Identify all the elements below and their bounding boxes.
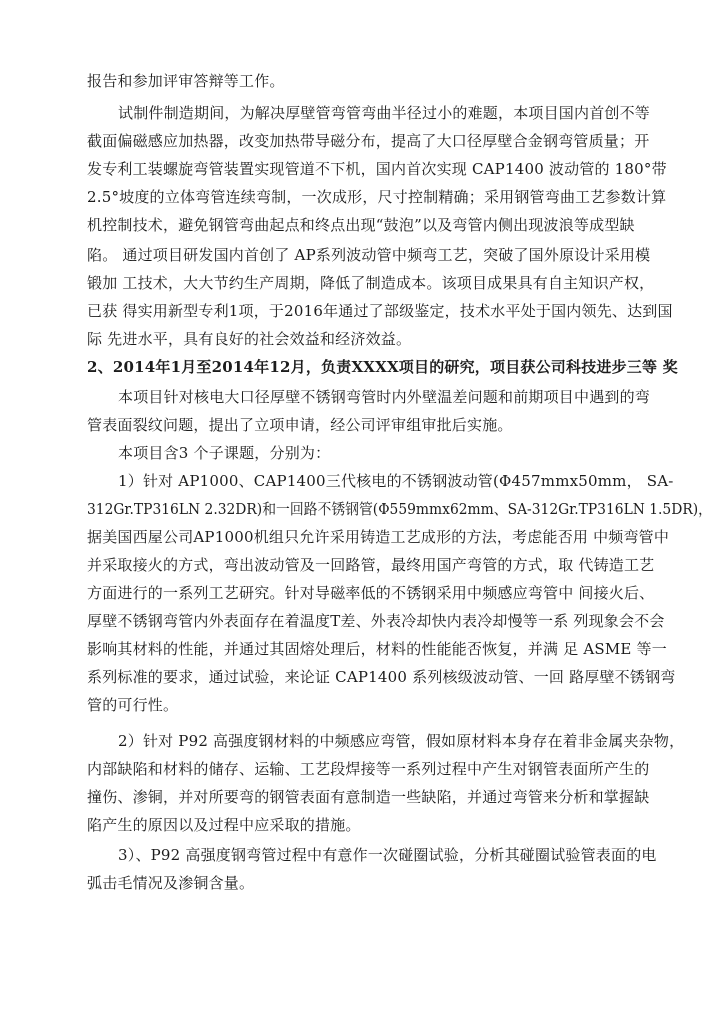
- text-line: 发专利工装螺旋弯管装置实现管道不下机，国内首次实现 CAP1400 波动管的 180°带: [87, 160, 667, 178]
- text-line: 内部缺陷和材料的储存、运输、工艺段焊接等一系列过程中产生对钢管表面所产生的: [87, 760, 650, 778]
- text-line: 管表面裂纹问题，提出了立项申请，经公司评审组审批后实施。: [87, 416, 513, 434]
- text-line: 际 先进水平，具有良好的社会效益和经济效益。: [87, 330, 412, 348]
- text-line: 厚壁不锈钢弯管内外表面存在着温度T差、外表冷却快内表冷却慢等一系 列现象会不会: [87, 612, 665, 630]
- text-line: 陷产生的原因以及过程中应采取的措施。: [87, 816, 361, 834]
- text-line: 影响其材料的性能，并通过其固熔处理后，材料的性能能否恢复，并满 足 ASME 等一: [87, 640, 667, 658]
- text-line: 陷。 通过项目研发国内首创了 AP系列波动管中频弯工艺，突破了国外原设计采用模: [87, 246, 651, 264]
- section-heading: 2、2014年1月至2014年12月，负责XXXX项目的研究，项目获公司科技进步三等 奖: [87, 358, 678, 376]
- text-line: 撞伤、渗铜，并对所要弯的钢管表面有意制造一些缺陷，并通过弯管来分析和掌握缺: [87, 788, 650, 806]
- text-line: 方面进行的一系列工艺研究。针对导磁率低的不锈钢采用中频感应弯管中 间接火后、: [87, 584, 655, 602]
- text-line: 系列标准的要求，通过试验，来论证 CAP1400 系列核级波动管、一回 路厚壁不锈钢弯: [87, 668, 676, 686]
- text-line: 试制件制造期间，为解决厚壁管弯管弯曲半径过小的难题，本项目国内首创不等: [118, 104, 651, 122]
- text-line: 锻加 工技术，大大节约生产周期，降低了制造成本。该项目成果具有自主知识产权，: [87, 274, 655, 292]
- text-line: 3）、P92 高强度钢弯管过程中有意作一次碰圈试验，分析其碰圈试验管表面的电: [118, 846, 657, 864]
- text-line: 本项目含3 个子课题，分别为：: [118, 444, 331, 462]
- text-line: 管的可行性。: [87, 696, 179, 714]
- text-line: 1）针对 AP1000、CAP1400三代核电的不锈钢波动管(Φ457mmx50mm， SA-: [118, 472, 674, 490]
- text-line: 并采取接火的方式，弯出波动管及一回路管，最终用国产弯管的方式，取 代铸造工艺: [87, 556, 655, 574]
- text-line: 312Gr.TP316LN 2.32DR)和一回路不锈钢管(Φ559mmx62mm、SA-312Gr.TP316LN 1.5DR)，: [87, 500, 712, 518]
- text-line: 2.5°坡度的立体弯管连续弯制，一次成形，尺寸控制精确；采用钢管弯曲工艺参数计算: [87, 188, 667, 206]
- text-line: 本项目针对核电大口径厚壁不锈钢弯管时内外壁温差问题和前期项目中遇到的弯: [118, 388, 651, 406]
- text-line: 机控制技术，避免钢管弯曲起点和终点出现“鼓泡”以及弯管内侧出现波浪等成型缺: [87, 216, 635, 234]
- text-line: 截面偏磁感应加热器，改变加热带导磁分布，提高了大口径厚壁合金钢弯管质量；开: [87, 132, 650, 150]
- text-line: 弧击毛情况及渗铜含量。: [87, 874, 255, 892]
- text-line: 报告和参加评审答辩等工作。: [87, 72, 285, 90]
- text-line: 已获 得实用新型专利1项，于2016年通过了部级鉴定，技术水平处于国内领先、达到国: [87, 302, 673, 320]
- text-line: 据美国西屋公司AP1000机组只允许采用铸造工艺成形的方法，考虑能否用 中频弯管中: [87, 528, 670, 546]
- text-line: 2）针对 P92 高强度钢材料的中频感应弯管，假如原材料本身存在着非金属夹杂物，: [118, 732, 685, 750]
